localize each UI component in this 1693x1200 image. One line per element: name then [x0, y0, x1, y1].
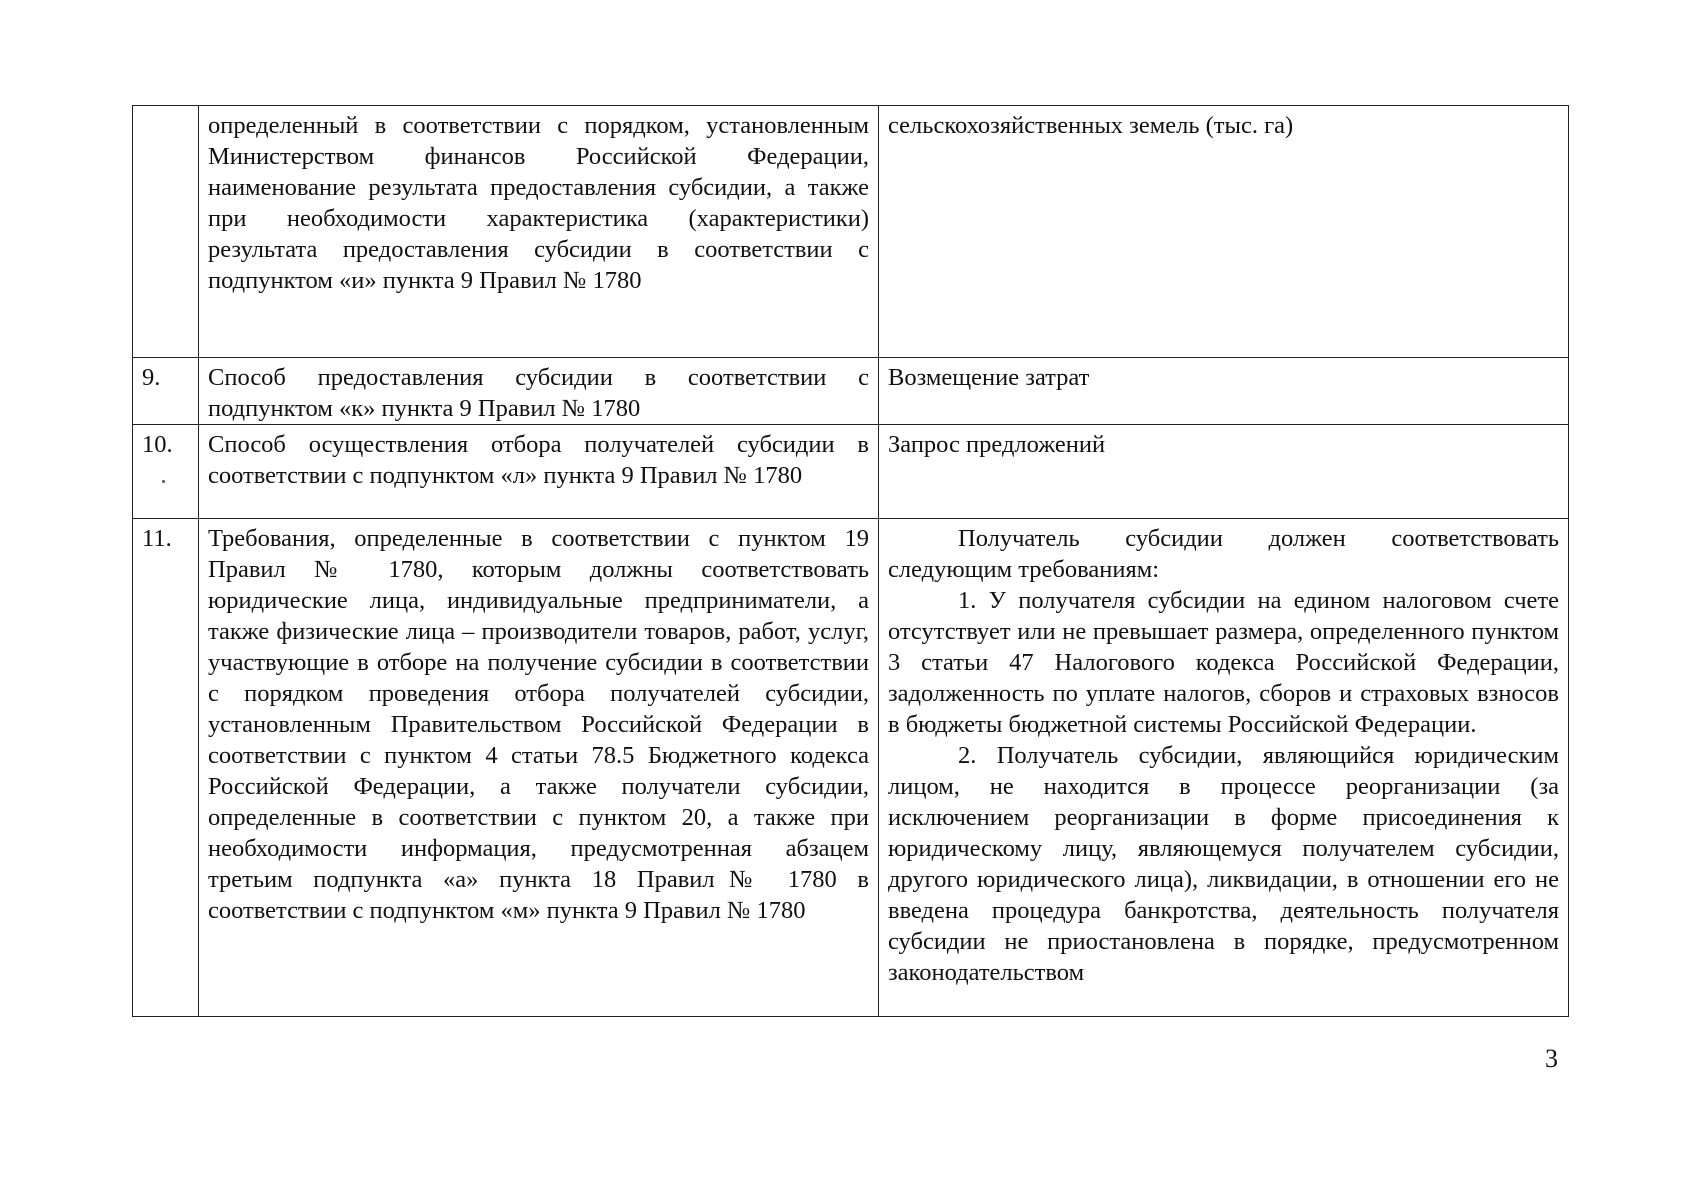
table-row — [133, 358, 1569, 425]
row-number — [133, 106, 199, 358]
row-number: 10. — [133, 425, 199, 519]
row-number: 9. — [133, 358, 199, 425]
table-row — [133, 106, 1569, 358]
row-value — [879, 519, 1569, 1017]
requirements-paragraph: Получатель субсидии должен соответствовать следующим требованиям: — [888, 525, 1559, 583]
table-row — [133, 519, 1569, 1017]
table-row — [133, 425, 1569, 519]
page-number: 3 — [1545, 1044, 1558, 1073]
row-description: Способ осуществления отбора получателей субсидии в соответствии с подпунктом «л» пункта 9 Правил № 1780 — [199, 425, 879, 519]
row-description: Требования, определенные в соответствии с пунктом 19 Правил № 1780, которым должны соответствовать юридические лица, индивидуальные предприниматели, а также физические лица – производители товаров, работ, услуг, участвующие в отборе на получение субсидии в соответствии с порядком проведения отбора получателей субсидии, установленным Правительством Российской Федерации в соответствии с пунктом 4 статьи 78.5 Бюджетного кодекса Российской Федерации, а также получатели субсидии, определенные в соответствии с пунктом 20, а также при необходимости информация, предусмотренная абзацем третьим подпункта «а» пункта 18 Правил№ 1780 в соответствии с подпунктом «м» пункта 9 Правил № 1780 — [199, 519, 879, 1017]
requirements-paragraph: 2. Получатель субсидии, являющийся юридическим лицом, не находится в процессе реорганизации (за исключением реорганизации в форме присоединения к юридическому лицу, являющемуся получателем субсидии, другого юридического лица), ликвидации, в отношении его не введена процедура банкротства, деятельность получателя субсидии не приостановлена в порядке, предусмотренном законодательством — [888, 742, 1559, 986]
requirements-text — [888, 523, 1559, 1016]
row-number: 11. — [133, 519, 199, 1017]
row-value: сельскохозяйственных земель (тыс. га) — [879, 106, 1569, 358]
requirements-table — [132, 105, 1569, 1017]
row-value: Запрос предложений — [879, 425, 1569, 519]
scan-artifact-dot — [162, 480, 165, 483]
row-value: Возмещение затрат — [879, 358, 1569, 425]
row-description: определенный в соответствии с порядком, установленным Министерством финансов Российской Федерации, наименование результата предоставления субсидии, а также при необходимости характеристика (характеристики) результата предоставления субсидии в соответствии с подпунктом «и» пункта 9 Правил № 1780 — [199, 106, 879, 358]
requirements-paragraph: 1. У получателя субсидии на едином налоговом счете отсутствует или не превышает размера, определенного пунктом 3 статьи 47 Налогового кодекса Российской Федерации, задолженность по уплате налогов, сборов и страховых взносов в бюджеты бюджетной системы Российской Федерации. — [888, 587, 1559, 738]
row-description: Способ предоставления субсидии в соответствии с подпунктом «к» пункта 9 Правил № 1780 — [199, 358, 879, 425]
